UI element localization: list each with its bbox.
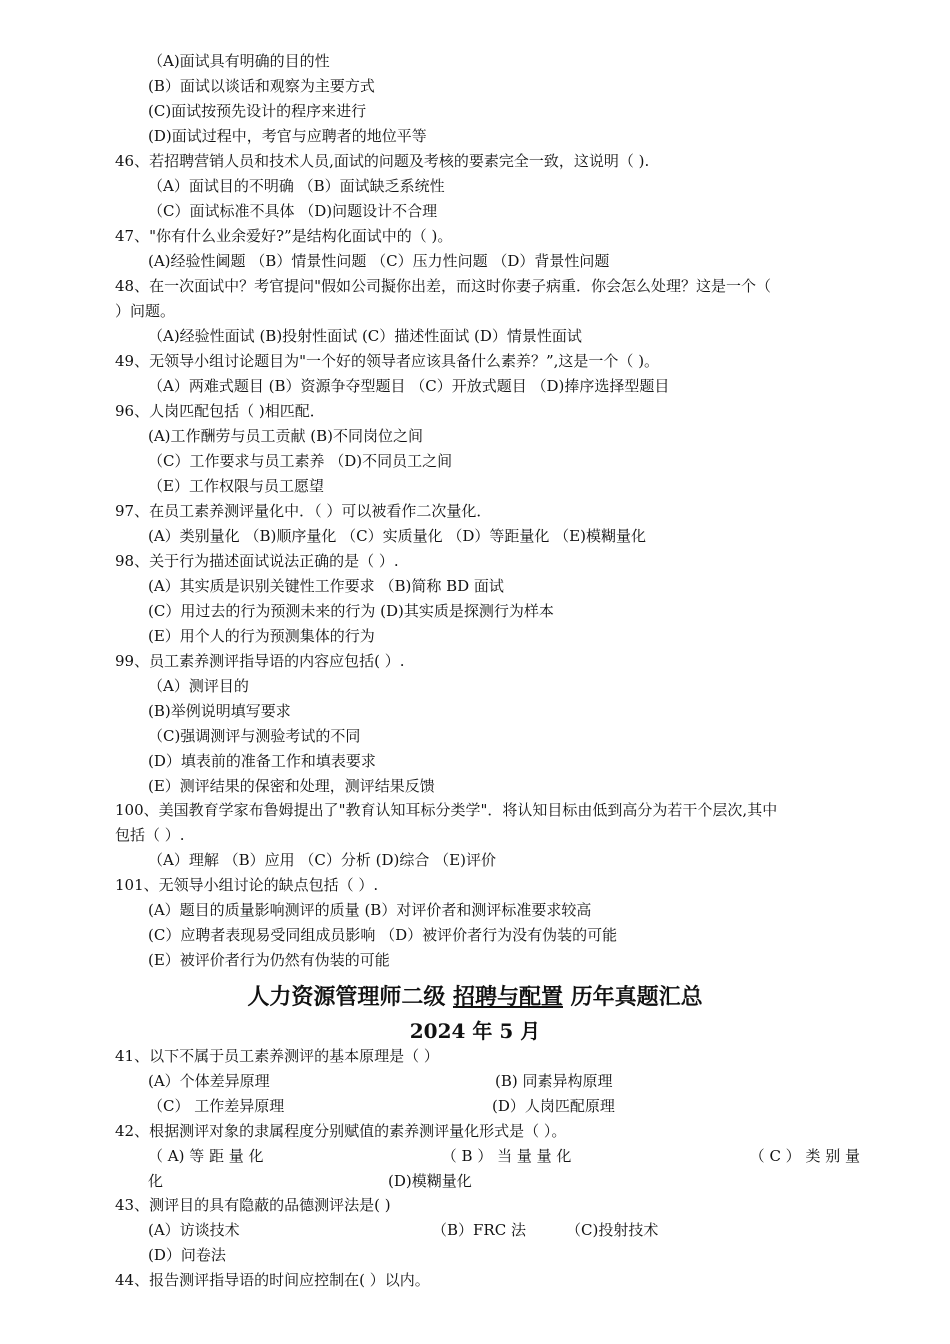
question-98: 98、关于行为描述面试说法正确的是（ ）. <box>115 552 399 570</box>
option-d: (D）问卷法 <box>148 1246 226 1264</box>
option-line: （A）面试目的不明确 （B）面试缺乏系统性 <box>148 177 445 195</box>
option-line: (A）类别量化 （B)顺序量化 （C）实质量化 （D）等距量化 （E)模糊量化 <box>148 527 646 545</box>
option-line: (E）用个人的行为预测集体的行为 <box>148 627 375 645</box>
question-49: 49、无领导小组讨论题目为"一个好的领导者应该具备什么素养？”,这是一个（ )。 <box>115 352 660 370</box>
option-a: （ A) 等 距 量 化 <box>148 1147 264 1165</box>
question-97: 97、在员工素养测评量化中．（ ）可以被看作二次量化． <box>115 502 492 520</box>
option-line: （A）测评目的 <box>148 677 249 695</box>
option-c: （C） 工作差异原理 <box>148 1097 285 1115</box>
option-line: (B)举例说明填写要求 <box>148 702 291 720</box>
option-line: （A)经验性面试 (B)投射性面试 (C）描述性面试 (D）情景性面试 <box>148 327 582 345</box>
option-b: （ B ） 当 量 量 化 <box>441 1147 572 1165</box>
option-line: (C）用过去的行为预测未来的行为 (D)其实质是探测行为样本 <box>148 602 554 620</box>
option-line: (A）其实质是识别关键性工作要求 （B)简称 BD 面试 <box>148 577 504 595</box>
option-c-wrap: 化 <box>148 1172 164 1190</box>
option-d: (D）人岗匹配原理 <box>492 1097 615 1115</box>
title-suffix: 历年真题汇总 <box>563 984 703 1010</box>
option-b: (B) 同素异构原理 <box>495 1072 613 1090</box>
option-line: (A)工作酬劳与员工贡献 (B)不同岗位之间 <box>148 427 424 445</box>
option-d: (D)模糊量化 <box>388 1172 472 1190</box>
title-underlined: 招聘与配置 <box>452 984 563 1010</box>
option-line: (D）填表前的准备工作和填表要求 <box>148 752 376 770</box>
question-48: 48、在一次面试中？考官提问"假如公司擬你出差，而这时你妻子病重．你会怎么处理？这是一个（ <box>115 277 771 295</box>
option-line: （E）工作权限与员工愿望 <box>148 477 324 495</box>
question-46: 46、若招聘营销人员和技术人员,面试的问题及考核的要素完全一致，这说明（ ). <box>115 152 650 170</box>
option-b: （B）FRC 法 <box>432 1221 526 1239</box>
option-line: （C）面试标准不具体 （D)问题设计不合理 <box>148 202 438 220</box>
option-line: (B）面试以谈话和观察为主要方式 <box>148 77 375 95</box>
question-100-wrap: 包括（ ）. <box>115 826 185 844</box>
section-title <box>0 982 950 1012</box>
option-a: (A）个体差异原理 <box>148 1072 270 1090</box>
option-line: （C)强调测评与测验考试的不同 <box>148 727 361 745</box>
question-42: 42、根据测评对象的隶属程度分别赋值的素养测评量化形式是（ ）。 <box>115 1122 567 1140</box>
question-99: 99、员工素养测评指导语的内容应包括( ）. <box>115 652 405 670</box>
option-line: （A）两难式题目 (B）资源争夺型题目 （C）开放式题目 （D)捧序选择型题目 <box>148 377 670 395</box>
option-line: (E）被评价者行为仍然有伪装的可能 <box>148 951 390 969</box>
question-100: 100、美国教育学家布鲁姆提出了"教育认知耳标分类学"．将认知目标由低到高分为若干个层次,其中 <box>115 801 778 819</box>
option-line: (A)经验性阃题 （B）情景性问题 （C）压力性问题 （D）背景性问题 <box>148 252 610 270</box>
option-c: （C)投射技术 <box>566 1221 659 1239</box>
option-line: (A）题目的质量影响测评的质量 (B）对评价者和测评标准要求较高 <box>148 901 592 919</box>
question-47: 47、"你有什么业余爱好?”是结构化面试中的（ )。 <box>115 227 453 245</box>
question-44: 44、报告测评指导语的时间应控制在( ）以内。 <box>115 1271 430 1289</box>
question-96: 96、人岗匹配包括（ )相匹配． <box>115 402 325 420</box>
question-48-wrap: ）问题。 <box>115 302 176 320</box>
option-a: (A）访谈技术 <box>148 1221 240 1239</box>
question-41: 41、以下不属于员工素养测评的基本原理是（ ） <box>115 1047 439 1065</box>
question-43: 43、测评目的具有隐蔽的品德测评法是( ) <box>115 1196 391 1214</box>
option-line: （C）工作要求与员工素养 （D)不同员工之间 <box>148 452 453 470</box>
option-line: (E）测评结果的保密和处理，测评结果反馈 <box>148 777 435 795</box>
option-line: (C）应聘者表现易受同组成员影响 （D）被评价者行为没有伪装的可能 <box>148 926 618 944</box>
option-c: （ C ） 类 别 量 <box>749 1147 860 1165</box>
option-line: （A）理解 （B）应用 （C）分析 (D)综合 （E)评价 <box>148 851 496 869</box>
option-line: (D)面试过程中，考官与应聘者的地位平等 <box>148 127 427 145</box>
option-row <box>148 1146 860 1166</box>
section-date: 2024 年 5 月 <box>409 1019 541 1043</box>
option-line: （A)面试具有明确的目的性 <box>148 52 330 70</box>
title-prefix: 人力资源管理师二级 <box>247 984 453 1010</box>
option-line: (C)面试按预先设计的程序来进行 <box>148 102 367 120</box>
question-101: 101、无领导小组讨论的缺点包括（ ）. <box>115 876 379 894</box>
